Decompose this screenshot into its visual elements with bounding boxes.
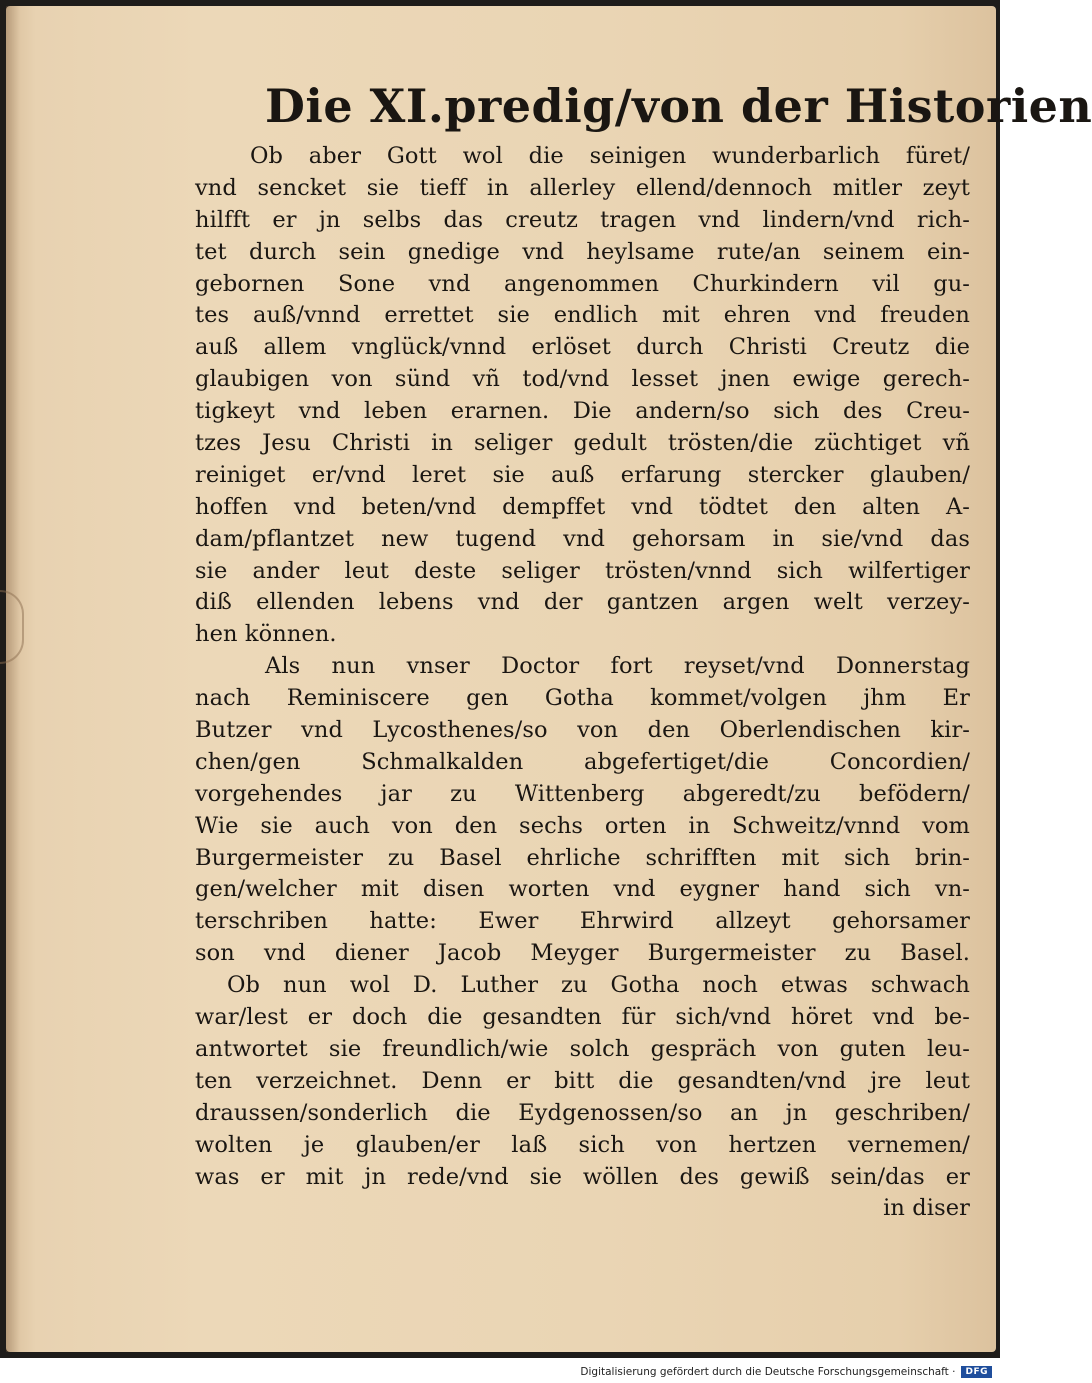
text-line: wolten je glauben/er laß sich von hertzen vernemen/	[195, 1131, 970, 1158]
text-line: son vnd diener Jacob Meyger Burgermeister zu Basel.	[195, 940, 970, 967]
text-line: sie ander leut deste seliger trösten/vnnd sich wilfertiger	[195, 557, 970, 584]
text-lines	[195, 141, 970, 1225]
text-line: Ob aber Gott wol die seinigen wunderbarlich füret/	[250, 143, 970, 169]
text-line: was er mit jn rede/vnd sie wöllen des gewiß sein/das er	[195, 1163, 970, 1190]
text-line: Wie sie auch von den sechs orten in Schweitz/vnnd vom	[195, 812, 970, 839]
text-line: nach Reminiscere gen Gotha kommet/volgen jhm Er	[195, 685, 970, 712]
text-line: auß allem vnglück/vnnd erlöset durch Christi Creutz die	[195, 334, 970, 361]
text-line: war/lest er doch die gesandten für sich/vnd höret vnd be-	[195, 1004, 970, 1031]
footer	[580, 1364, 992, 1380]
text-line: draussen/sonderlich die Eydgenossen/so an jn geschriben/	[195, 1099, 970, 1126]
page-heading: Die XI.predig/von der Historien	[265, 79, 1092, 133]
text-line: hoffen vnd beten/vnd dempffet vnd tödtet den alten A-	[195, 493, 970, 520]
text-line: hilfft er jn selbs das creutz tragen vnd lindern/vnd rich-	[195, 206, 970, 233]
page-gutter-shadow	[6, 6, 20, 1352]
text-line: dam/pflantzet new tugend vnd gehorsam in sie/vnd das	[195, 525, 970, 552]
text-line: hen können.	[195, 621, 337, 648]
text-line: tigkeyt vnd leben erarnen. Die andern/so sich des Creu-	[195, 398, 970, 425]
dfg-logo: DFG	[961, 1366, 992, 1378]
text-line: in diser	[883, 1195, 970, 1222]
text-line: ten verzeichnet. Denn er bitt die gesandten/vnd jre leut	[195, 1067, 970, 1094]
text-line: chen/gen Schmalkalden abgefertiget/die Concordien/	[195, 748, 970, 775]
text-line: vorgehendes jar zu Wittenberg abgeredt/zu befödern/	[195, 780, 970, 807]
text-line: Ob nun wol D. Luther zu Gotha noch etwas schwach	[227, 972, 970, 999]
text-line: Burgermeister zu Basel ehrliche schrifften mit sich brin-	[195, 844, 970, 871]
page-text-block	[195, 75, 1092, 1225]
text-line: glaubigen von sünd vñ tod/vnd lesset jnen ewige gerech-	[195, 366, 970, 393]
text-line: Butzer vnd Lycosthenes/so von den Oberlendischen kir-	[195, 717, 970, 744]
text-line: reiniget er/vnd leret sie auß erfarung stercker glauben/	[195, 461, 970, 488]
text-line: tzes Jesu Christi in seliger gedult trösten/die züchtiget vñ	[195, 430, 970, 457]
text-line: vnd sencket sie tieff in allerley ellend/dennoch mitler zeyt	[195, 174, 970, 201]
text-line: terschriben hatte: Ewer Ehrwird allzeyt gehorsamer	[195, 908, 970, 935]
text-line: diß ellenden lebens vnd der gantzen argen welt verzey-	[195, 589, 970, 616]
text-line: tet durch sein gnedige vnd heylsame rute/an seinem ein-	[195, 238, 970, 265]
text-line: gebornen Sone vnd angenommen Churkindern vil gu-	[195, 270, 970, 297]
text-line: gen/welcher mit disen worten vnd eygner hand sich vn-	[195, 876, 970, 903]
text-line: tes auß/vnnd errettet sie endlich mit ehren vnd freuden	[195, 302, 970, 329]
text-line: antwortet sie freundlich/wie solch gespräch von guten leu-	[195, 1035, 970, 1062]
text-line: Als nun vnser Doctor fort reyset/vnd Donnerstag	[265, 653, 970, 680]
footer-credit: Digitalisierung gefördert durch die Deutsche Forschungsgemeinschaft ·	[580, 1366, 956, 1378]
